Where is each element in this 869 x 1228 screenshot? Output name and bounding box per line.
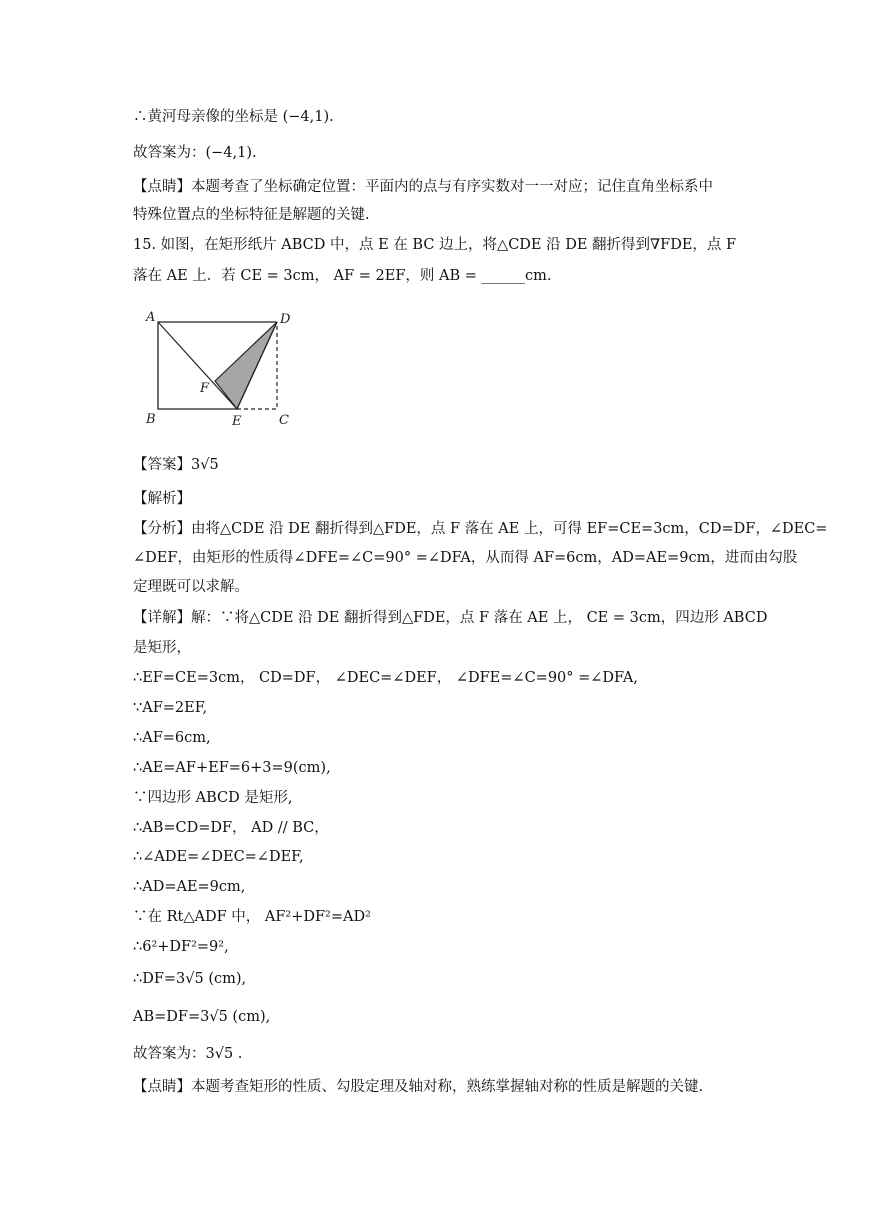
analysis-heading: 【解析】 — [133, 491, 191, 507]
text-line: 【详解】解：∵将△CDE 沿 DE 翻折得到△FDE，点 F 落在 AE 上， CE = 3cm，四边形 ABCD — [133, 610, 768, 626]
text-line: ∴DF=3√5 (cm), — [133, 971, 247, 987]
text-line: 是矩形， — [133, 640, 191, 656]
text-line: 【点睛】本题考查矩形的性质、勾股定理及轴对称，熟练掌握轴对称的性质是解题的关键. — [133, 1079, 704, 1095]
text-line: 定理既可以求解。 — [133, 579, 249, 595]
label-a: A — [146, 310, 156, 325]
question-text: 落在 AE 上．若 CE = 3cm， AF = 2EF，则 AB = ______cm. — [133, 268, 552, 284]
text-line: AB=DF=3√5 (cm), — [133, 1009, 271, 1025]
label-f: F — [200, 381, 210, 396]
question-text: 15. 如图，在矩形纸片 ABCD 中，点 E 在 BC 边上，将△CDE 沿 DE 翻折得到∇FDE，点 F — [133, 237, 737, 253]
label-d: D — [280, 312, 291, 327]
shaded-triangle-fde — [215, 322, 277, 409]
text-line: ∴∠ADE=∠DEC=∠DEF, — [133, 849, 304, 865]
label-b: B — [146, 412, 156, 427]
rectangle-fold-figure — [140, 305, 310, 435]
text-line: ∴AD=AE=9cm, — [133, 879, 246, 895]
text-line: ∴黄河母亲像的坐标是 (−4,1). — [133, 109, 334, 125]
text-line: ∴AE=AF+EF=6+3=9(cm), — [133, 760, 331, 776]
text-line: 故答案为：3√5 . — [133, 1046, 243, 1062]
text-line: ∴AF=6cm, — [133, 730, 211, 746]
label-e: E — [232, 414, 242, 429]
text-line: ∴AB=CD=DF， AD // BC， — [133, 820, 329, 836]
text-line: 故答案为：(−4,1). — [133, 145, 257, 161]
text-line: ∴6²+DF²=9², — [133, 939, 229, 955]
text-line: ∵在 Rt△ADF 中， AF²+DF²=AD² — [133, 909, 371, 925]
text-line: ∠DEF，由矩形的性质得∠DFE=∠C=90° =∠DFA，从而得 AF=6cm，AD=AE=9cm，进而由勾股 — [133, 550, 798, 566]
text-line: ∴EF=CE=3cm， CD=DF， ∠DEC=∠DEF， ∠DFE=∠C=90° =∠DFA, — [133, 670, 638, 686]
text-line: 特殊位置点的坐标特征是解题的关键. — [133, 207, 370, 223]
text-line: ∵AF=2EF, — [133, 700, 208, 716]
label-c: C — [279, 413, 289, 428]
segment-ae — [158, 322, 237, 409]
text-line: ∵四边形 ABCD 是矩形, — [133, 790, 293, 806]
text-line: 【点睛】本题考查了坐标确定位置：平面内的点与有序实数对一一对应；记住直角坐标系中 — [133, 179, 713, 195]
answer: 【答案】3√5 — [133, 457, 219, 473]
rectangle-outline — [158, 322, 277, 409]
text-line: 【分析】由将△CDE 沿 DE 翻折得到△FDE，点 F 落在 AE 上，可得 EF=CE=3cm，CD=DF，∠DEC= — [133, 521, 828, 537]
